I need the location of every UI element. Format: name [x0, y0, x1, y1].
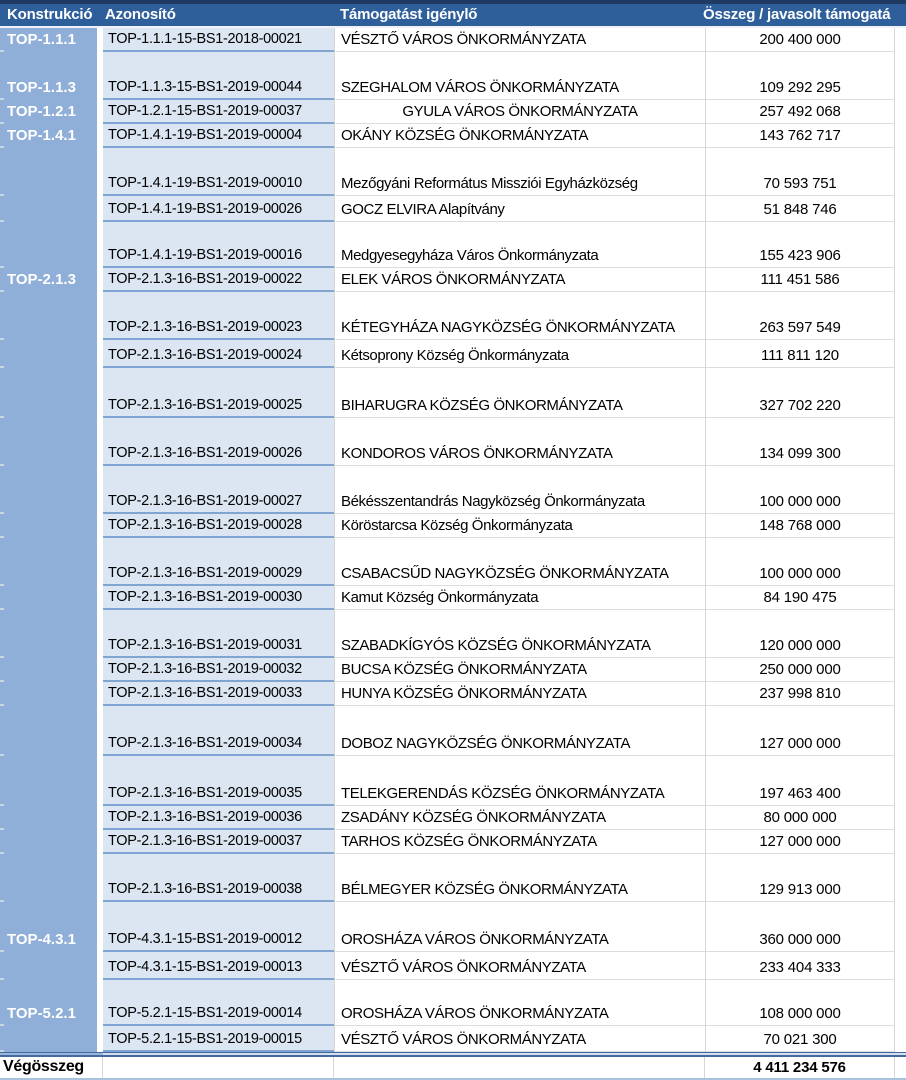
row-right-margin	[895, 610, 906, 658]
cell-amount[interactable]: 200 400 000	[705, 28, 895, 52]
table-row	[0, 682, 906, 706]
grand-total-margin	[895, 1057, 906, 1078]
header-cell-azonosito[interactable]: Azonosító	[105, 6, 176, 23]
table-row	[0, 100, 906, 124]
table-row	[0, 222, 906, 268]
cell-applicant[interactable]: Kamut Község Önkormányzata	[334, 586, 705, 610]
cell-konstrukcio[interactable]	[0, 830, 97, 854]
row-right-margin	[895, 830, 906, 854]
table-row	[0, 980, 906, 1026]
cell-azonosito[interactable]: TOP-2.1.3-16-BS1-2019-00026	[103, 418, 334, 466]
header-cell-osszeg[interactable]: Összeg / javasolt támogatá	[703, 6, 891, 23]
cell-applicant[interactable]: TARHOS KÖZSÉG ÖNKORMÁNYZATA	[334, 830, 705, 854]
table-row	[0, 806, 906, 830]
cell-konstrukcio[interactable]	[0, 514, 97, 538]
cell-amount[interactable]: 263 597 549	[705, 292, 895, 340]
cell-applicant[interactable]: TELEKGERENDÁS KÖZSÉG ÖNKORMÁNYZATA	[334, 756, 705, 806]
cell-azonosito[interactable]: TOP-1.1.1-15-BS1-2018-00021	[103, 28, 334, 52]
cell-konstrukcio[interactable]	[0, 610, 97, 658]
cell-applicant[interactable]: KÉTEGYHÁZA NAGYKÖZSÉG ÖNKORMÁNYZATA	[334, 292, 705, 340]
cell-amount[interactable]: 360 000 000	[705, 902, 895, 952]
cell-amount[interactable]: 250 000 000	[705, 658, 895, 682]
table-row	[0, 340, 906, 368]
row-right-margin	[895, 806, 906, 830]
row-right-margin	[895, 1026, 906, 1052]
table-row	[0, 1026, 906, 1052]
row-right-margin	[895, 586, 906, 610]
row-right-margin	[895, 196, 906, 222]
cell-konstrukcio[interactable]	[0, 1026, 97, 1052]
cell-konstrukcio[interactable]	[0, 658, 97, 682]
table-row	[0, 196, 906, 222]
table-row	[0, 28, 906, 52]
table-row	[0, 952, 906, 980]
cell-konstrukcio[interactable]: TOP-5.2.1	[0, 980, 97, 1026]
table-row	[0, 368, 906, 418]
cell-amount[interactable]: 233 404 333	[705, 952, 895, 980]
cell-konstrukcio[interactable]	[0, 682, 97, 706]
cell-amount[interactable]: 111 451 586	[705, 268, 895, 292]
cell-azonosito[interactable]: TOP-2.1.3-16-BS1-2019-00034	[103, 706, 334, 756]
cell-azonosito[interactable]: TOP-5.2.1-15-BS1-2019-00015	[103, 1026, 334, 1052]
cell-amount[interactable]: 148 768 000	[705, 514, 895, 538]
header-cell-tamogatast-igenylo[interactable]: Támogatást igénylő	[340, 6, 478, 23]
cell-konstrukcio[interactable]	[0, 196, 97, 222]
row-right-margin	[895, 706, 906, 756]
cell-azonosito[interactable]: TOP-2.1.3-16-BS1-2019-00036	[103, 806, 334, 830]
row-right-margin	[895, 854, 906, 902]
cell-applicant[interactable]: CSABACSŰD NAGYKÖZSÉG ÖNKORMÁNYZATA	[334, 538, 705, 586]
cell-azonosito[interactable]: TOP-1.2.1-15-BS1-2019-00037	[103, 100, 334, 124]
cell-konstrukcio[interactable]	[0, 854, 97, 902]
cell-konstrukcio[interactable]: TOP-4.3.1	[0, 902, 97, 952]
cell-konstrukcio[interactable]: TOP-1.1.1	[0, 28, 97, 52]
row-right-margin	[895, 124, 906, 148]
row-right-margin	[895, 902, 906, 952]
table-row	[0, 52, 906, 100]
cell-azonosito[interactable]: TOP-1.4.1-19-BS1-2019-00026	[103, 196, 334, 222]
cell-applicant[interactable]: Medgyesegyháza Város Önkormányzata	[334, 222, 705, 268]
row-right-margin	[895, 466, 906, 514]
cell-applicant[interactable]: ELEK VÁROS ÖNKORMÁNYZATA	[334, 268, 705, 292]
cell-applicant[interactable]: SZABADKÍGYÓS KÖZSÉG ÖNKORMÁNYZATA	[334, 610, 705, 658]
row-right-margin	[895, 222, 906, 268]
cell-amount[interactable]: 237 998 810	[705, 682, 895, 706]
row-right-margin	[895, 268, 906, 292]
grand-total-empty-applicant-cell[interactable]	[334, 1057, 705, 1078]
cell-konstrukcio[interactable]	[0, 466, 97, 514]
cell-azonosito[interactable]: TOP-2.1.3-16-BS1-2019-00027	[103, 466, 334, 514]
cell-applicant[interactable]: GOCZ ELVIRA Alapítvány	[334, 196, 705, 222]
table-row	[0, 292, 906, 340]
cell-azonosito[interactable]: TOP-1.4.1-19-BS1-2019-00004	[103, 124, 334, 148]
grand-total-empty-id-cell[interactable]	[103, 1057, 334, 1078]
cell-azonosito[interactable]: TOP-2.1.3-16-BS1-2019-00025	[103, 368, 334, 418]
cell-konstrukcio[interactable]	[0, 340, 97, 368]
row-right-margin	[895, 148, 906, 196]
table-row	[0, 466, 906, 514]
cell-applicant[interactable]: Köröstarcsa Község Önkormányzata	[334, 514, 705, 538]
cell-azonosito[interactable]: TOP-2.1.3-16-BS1-2019-00032	[103, 658, 334, 682]
table-header	[0, 0, 906, 28]
row-right-margin	[895, 980, 906, 1026]
cell-azonosito[interactable]: TOP-2.1.3-16-BS1-2019-00022	[103, 268, 334, 292]
table-row	[0, 148, 906, 196]
cell-amount[interactable]: 127 000 000	[705, 830, 895, 854]
cell-azonosito[interactable]: TOP-4.3.1-15-BS1-2019-00013	[103, 952, 334, 980]
cell-azonosito[interactable]: TOP-2.1.3-16-BS1-2019-00028	[103, 514, 334, 538]
cell-applicant[interactable]: BÉLMEGYER KÖZSÉG ÖNKORMÁNYZATA	[334, 854, 705, 902]
cell-applicant[interactable]: OROSHÁZA VÁROS ÖNKORMÁNYZATA	[334, 902, 705, 952]
cell-konstrukcio[interactable]	[0, 368, 97, 418]
cell-amount[interactable]: 51 848 746	[705, 196, 895, 222]
table-row	[0, 268, 906, 292]
cell-konstrukcio[interactable]	[0, 148, 97, 196]
header-cell-konstrukcio[interactable]: Konstrukció	[7, 6, 93, 23]
cell-amount[interactable]: 108 000 000	[705, 980, 895, 1026]
cell-konstrukcio[interactable]	[0, 292, 97, 340]
cell-amount[interactable]: 80 000 000	[705, 806, 895, 830]
cell-konstrukcio[interactable]: TOP-2.1.3	[0, 268, 97, 292]
cell-azonosito[interactable]: TOP-2.1.3-16-BS1-2019-00029	[103, 538, 334, 586]
cell-amount[interactable]: 70 593 751	[705, 148, 895, 196]
table-row	[0, 610, 906, 658]
row-right-margin	[895, 28, 906, 52]
table-body	[0, 28, 906, 1052]
cell-konstrukcio[interactable]	[0, 952, 97, 980]
table-row	[0, 586, 906, 610]
cell-azonosito[interactable]: TOP-2.1.3-16-BS1-2019-00037	[103, 830, 334, 854]
cell-applicant[interactable]: HUNYA KÖZSÉG ÖNKORMÁNYZATA	[334, 682, 705, 706]
cell-amount[interactable]: 109 292 295	[705, 52, 895, 100]
cell-applicant[interactable]: DOBOZ NAGYKÖZSÉG ÖNKORMÁNYZATA	[334, 706, 705, 756]
cell-amount[interactable]: 100 000 000	[705, 466, 895, 514]
cell-amount[interactable]: 257 492 068	[705, 100, 895, 124]
cell-azonosito[interactable]: TOP-2.1.3-16-BS1-2019-00035	[103, 756, 334, 806]
cell-azonosito[interactable]: TOP-2.1.3-16-BS1-2019-00031	[103, 610, 334, 658]
cell-amount[interactable]: 84 190 475	[705, 586, 895, 610]
cell-konstrukcio[interactable]	[0, 538, 97, 586]
cell-konstrukcio[interactable]: TOP-1.1.3	[0, 52, 97, 100]
cell-applicant[interactable]: KONDOROS VÁROS ÖNKORMÁNYZATA	[334, 418, 705, 466]
cell-applicant[interactable]: Békésszentandrás Nagyközség Önkormányzata	[334, 466, 705, 514]
table-row	[0, 902, 906, 952]
cell-konstrukcio[interactable]	[0, 806, 97, 830]
cell-applicant[interactable]: GYULA VÁROS ÖNKORMÁNYZATA	[334, 100, 705, 124]
cell-azonosito[interactable]: TOP-2.1.3-16-BS1-2019-00024	[103, 340, 334, 368]
cell-konstrukcio[interactable]: TOP-1.4.1	[0, 124, 97, 148]
row-right-margin	[895, 418, 906, 466]
cell-azonosito[interactable]: TOP-1.1.3-15-BS1-2019-00044	[103, 52, 334, 100]
cell-amount[interactable]: 100 000 000	[705, 538, 895, 586]
table-row	[0, 756, 906, 806]
cell-azonosito[interactable]: TOP-5.2.1-15-BS1-2019-00014	[103, 980, 334, 1026]
cell-applicant[interactable]: ZSADÁNY KÖZSÉG ÖNKORMÁNYZATA	[334, 806, 705, 830]
row-right-margin	[895, 100, 906, 124]
table-row	[0, 514, 906, 538]
table-row	[0, 124, 906, 148]
cell-azonosito[interactable]: TOP-2.1.3-16-BS1-2019-00038	[103, 854, 334, 902]
row-right-margin	[895, 538, 906, 586]
table-row	[0, 418, 906, 466]
cell-amount[interactable]: 197 463 400	[705, 756, 895, 806]
grand-total-row	[0, 1057, 906, 1080]
row-right-margin	[895, 514, 906, 538]
table-row	[0, 830, 906, 854]
row-right-margin	[895, 292, 906, 340]
cell-azonosito[interactable]: TOP-1.4.1-19-BS1-2019-00010	[103, 148, 334, 196]
table-row	[0, 538, 906, 586]
row-right-margin	[895, 658, 906, 682]
table-row	[0, 854, 906, 902]
cell-applicant[interactable]: SZEGHALOM VÁROS ÖNKORMÁNYZATA	[334, 52, 705, 100]
cell-amount[interactable]: 327 702 220	[705, 368, 895, 418]
cell-amount[interactable]: 127 000 000	[705, 706, 895, 756]
cell-azonosito[interactable]: TOP-1.4.1-19-BS1-2019-00016	[103, 222, 334, 268]
cell-konstrukcio[interactable]: TOP-1.2.1	[0, 100, 97, 124]
table-row	[0, 658, 906, 682]
cell-amount[interactable]: 129 913 000	[705, 854, 895, 902]
cell-applicant[interactable]: Mezőgyáni Református Missziói Egyházközség	[334, 148, 705, 196]
cell-azonosito[interactable]: TOP-4.3.1-15-BS1-2019-00012	[103, 902, 334, 952]
cell-amount[interactable]: 70 021 300	[705, 1026, 895, 1052]
cell-amount[interactable]: 120 000 000	[705, 610, 895, 658]
cell-applicant[interactable]: OKÁNY KÖZSÉG ÖNKORMÁNYZATA	[334, 124, 705, 148]
cell-applicant[interactable]: OROSHÁZA VÁROS ÖNKORMÁNYZATA	[334, 980, 705, 1026]
cell-applicant[interactable]: VÉSZTŐ VÁROS ÖNKORMÁNYZATA	[334, 1026, 705, 1052]
cell-applicant[interactable]: Kétsoprony Község Önkormányzata	[334, 340, 705, 368]
row-right-margin	[895, 756, 906, 806]
cell-applicant[interactable]: VÉSZTŐ VÁROS ÖNKORMÁNYZATA	[334, 28, 705, 52]
cell-amount[interactable]: 134 099 300	[705, 418, 895, 466]
cell-konstrukcio[interactable]	[0, 706, 97, 756]
cell-applicant[interactable]: BIHARUGRA KÖZSÉG ÖNKORMÁNYZATA	[334, 368, 705, 418]
cell-konstrukcio[interactable]	[0, 222, 97, 268]
cell-konstrukcio[interactable]	[0, 418, 97, 466]
row-right-margin	[895, 368, 906, 418]
row-right-margin	[895, 340, 906, 368]
cell-amount[interactable]: 155 423 906	[705, 222, 895, 268]
cell-azonosito[interactable]: TOP-2.1.3-16-BS1-2019-00030	[103, 586, 334, 610]
row-right-margin	[895, 952, 906, 980]
table-row	[0, 706, 906, 756]
cell-konstrukcio[interactable]	[0, 756, 97, 806]
grand-total-label[interactable]: Végösszeg	[0, 1057, 103, 1078]
cell-amount[interactable]: 143 762 717	[705, 124, 895, 148]
cell-amount[interactable]: 111 811 120	[705, 340, 895, 368]
grand-total-value[interactable]: 4 411 234 576	[705, 1057, 895, 1078]
cell-azonosito[interactable]: TOP-2.1.3-16-BS1-2019-00023	[103, 292, 334, 340]
cell-applicant[interactable]: VÉSZTŐ VÁROS ÖNKORMÁNYZATA	[334, 952, 705, 980]
cell-konstrukcio[interactable]	[0, 586, 97, 610]
cell-azonosito[interactable]: TOP-2.1.3-16-BS1-2019-00033	[103, 682, 334, 706]
cell-applicant[interactable]: BUCSA KÖZSÉG ÖNKORMÁNYZATA	[334, 658, 705, 682]
row-right-margin	[895, 52, 906, 100]
row-right-margin	[895, 682, 906, 706]
